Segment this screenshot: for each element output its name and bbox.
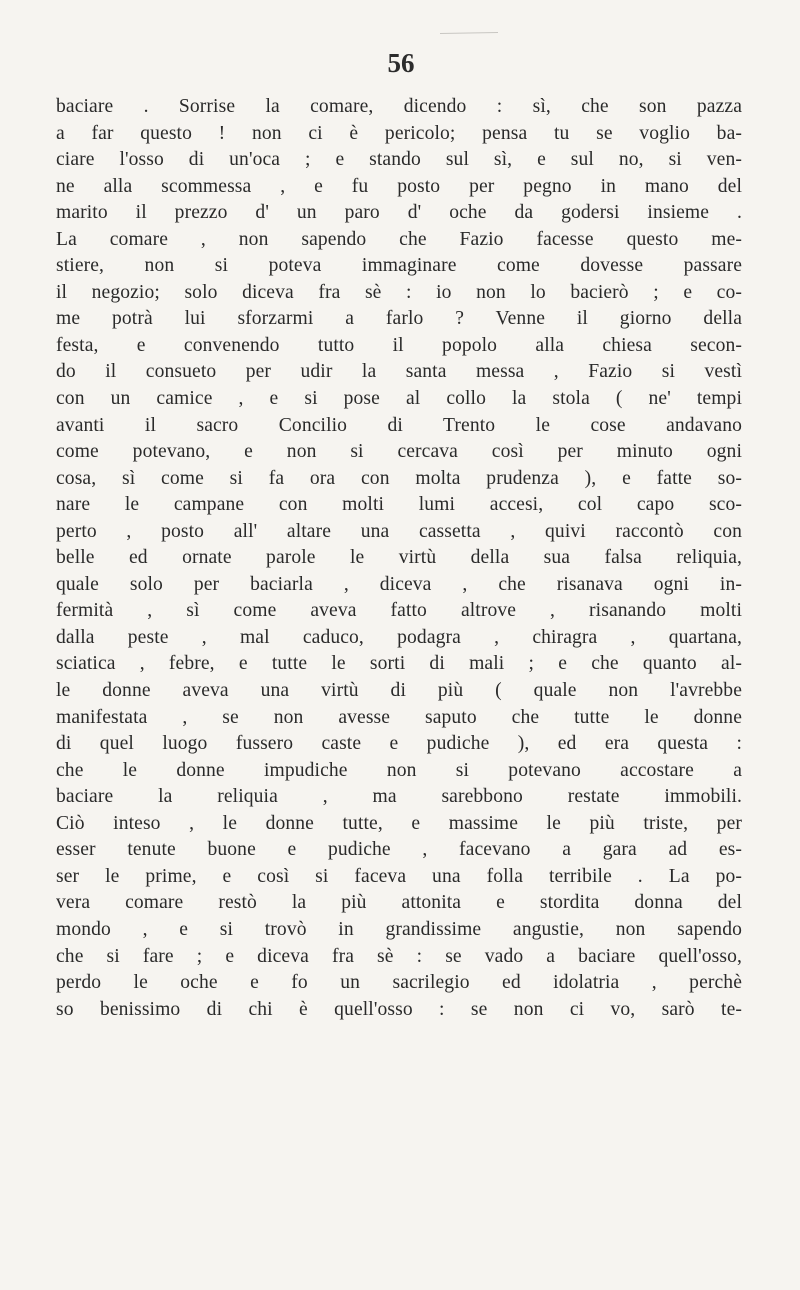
text-line: manifestata , se non avesse saputo che tutte le donne: [56, 706, 742, 728]
text-line: perto , posto all' altare una cassetta , quivi raccontò con: [56, 520, 742, 542]
ink-mark-decoration: [440, 32, 498, 34]
text-line: do il consueto per udir la santa messa , Fazio si vestì: [56, 361, 742, 383]
text-line: avanti il sacro Concilio di Trento le cose andavano: [56, 414, 742, 436]
text-line: marito il prezzo d' un paro d' oche da godersi insieme .: [56, 202, 742, 224]
page-number: 56: [387, 48, 415, 78]
text-line: baciare la reliquia , ma sarebbono restate immobili.: [56, 786, 742, 808]
body-text: [56, 94, 742, 1023]
text-line: mondo , e si trovò in grandissime angustie, non sapendo: [56, 918, 742, 940]
text-line: dalla peste , mal caduco, podagra , chiragra , quartana,: [56, 626, 742, 648]
text-line: vera comare restò la più attonita e stordita donna del: [56, 892, 742, 914]
text-line: che le donne impudiche non si potevano accostare a: [56, 759, 742, 781]
text-line: belle ed ornate parole le virtù della sua falsa reliquia,: [56, 547, 742, 569]
text-line: Ciò inteso , le donne tutte, e massime le più triste, per: [56, 812, 742, 834]
text-line: perdo le oche e fo un sacrilegio ed idolatria , perchè: [56, 972, 742, 994]
text-line: quale solo per baciarla , diceva , che risanava ogni in-: [56, 573, 742, 595]
text-line: con un camice , e si pose al collo la stola ( ne' tempi: [56, 388, 742, 410]
text-line: di quel luogo fussero caste e pudiche ), ed era questa :: [56, 733, 742, 755]
text-line: nare le campane con molti lumi accesi, col capo sco-: [56, 494, 742, 516]
text-line: stiere, non si poteva immaginare come dovesse passare: [56, 255, 742, 277]
text-line: cosa, sì come si fa ora con molta prudenza ), e fatte so-: [56, 467, 742, 489]
text-line: come potevano, e non si cercava così per minuto ogni: [56, 441, 742, 463]
text-line: La comare , non sapendo che Fazio facesse questo me-: [56, 228, 742, 250]
text-line: baciare . Sorrise la comare, dicendo : sì, che son pazza: [56, 96, 742, 117]
text-line: fermità , sì come aveva fatto altrove , risanando molti: [56, 600, 742, 622]
text-line: che si fare ; e diceva fra sè : se vado a baciare quell'osso,: [56, 945, 742, 967]
text-line: a far questo ! non ci è pericolo; pensa tu se voglio ba-: [56, 122, 742, 144]
text-line: festa, e convenendo tutto il popolo alla chiesa secon-: [56, 334, 742, 356]
text-line: me potrà lui sforzarmi a farlo ? Venne il giorno della: [56, 308, 742, 330]
text-line: il negozio; solo diceva fra sè : io non lo bacierò ; e co-: [56, 281, 742, 303]
text-line: esser tenute buone e pudiche , facevano a gara ad es-: [56, 839, 742, 861]
text-line: ser le prime, e così si faceva una folla terribile . La po-: [56, 865, 742, 887]
text-line: le donne aveva una virtù di più ( quale non l'avrebbe: [56, 680, 742, 702]
text-line: ciare l'osso di un'oca ; e stando sul sì, e sul no, si ven-: [56, 149, 742, 171]
text-line: ne alla scommessa , e fu posto per pegno in mano del: [56, 175, 742, 197]
text-line: sciatica , febre, e tutte le sorti di mali ; e che quanto al-: [56, 653, 742, 675]
text-line: so benissimo di chi è quell'osso : se non ci vo, sarò te-: [56, 998, 742, 1020]
